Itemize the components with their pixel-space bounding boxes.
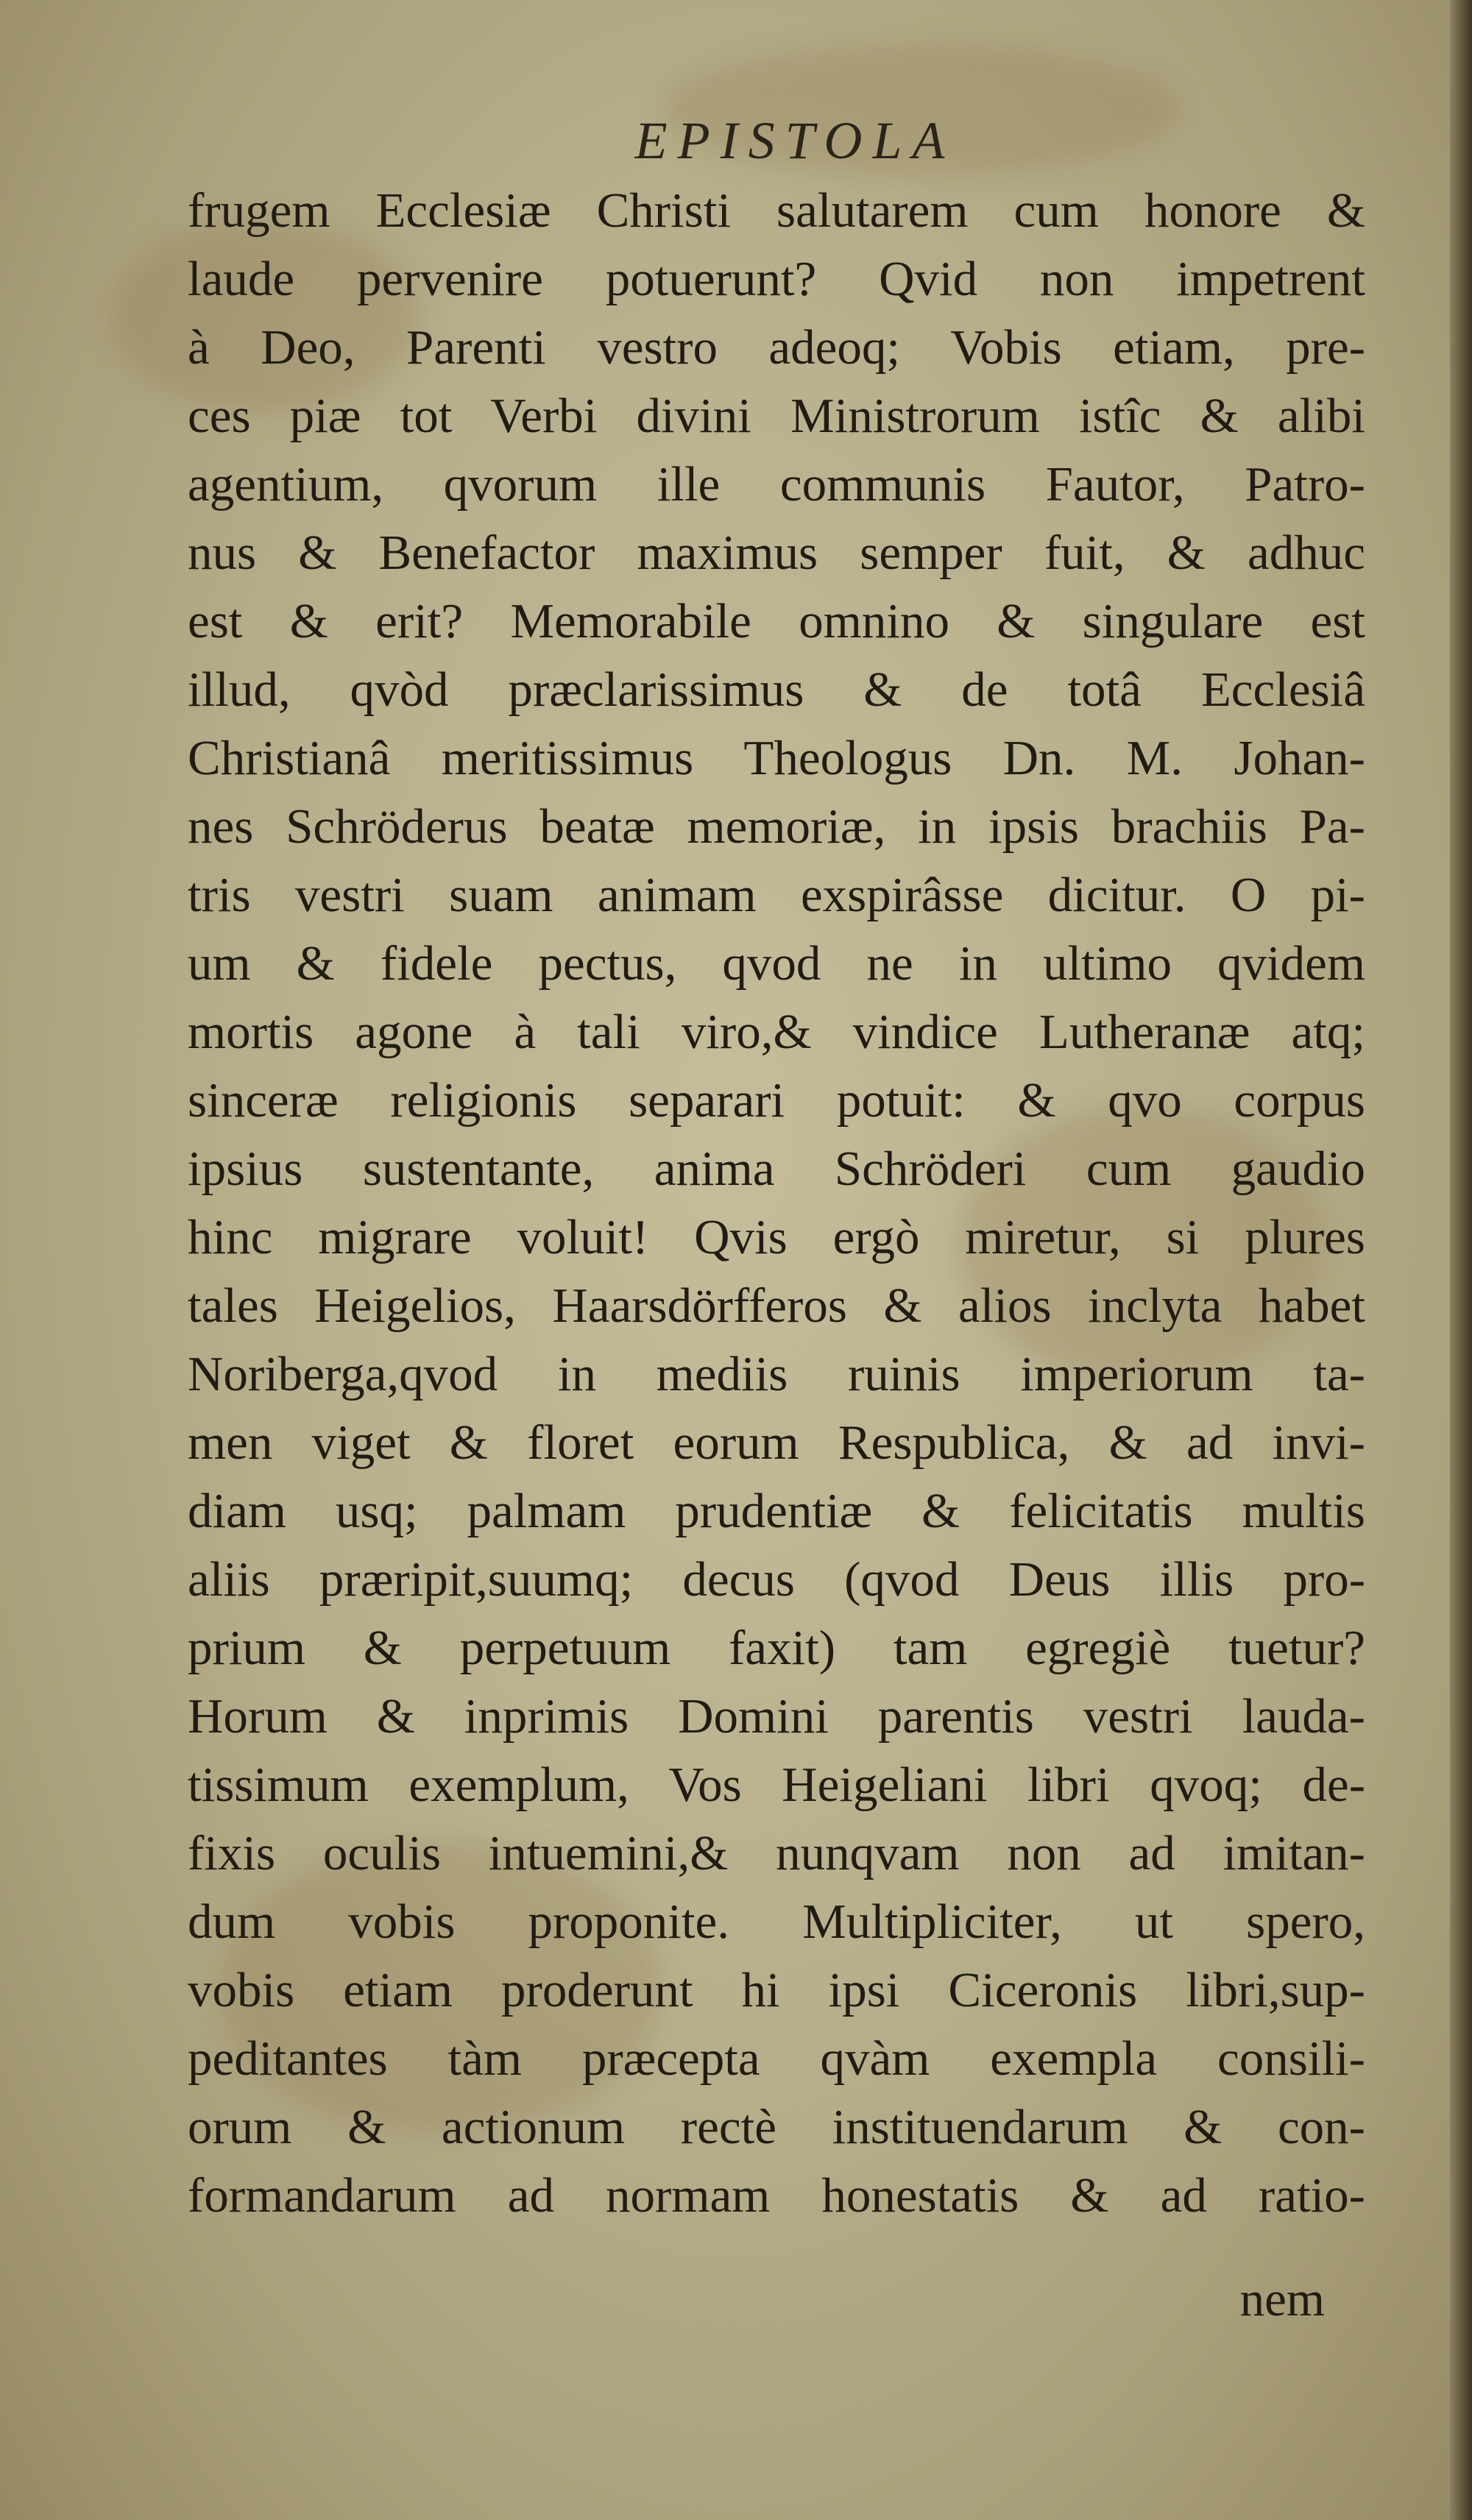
text-line: ces piæ tot Verbi divini Ministrorum istîc & alibi — [188, 389, 1365, 443]
text-line: hinc migrare voluit! Qvis ergò miretur, si plures — [188, 1210, 1365, 1264]
text-line: sinceræ religionis separari potuit: & qvo corpus — [188, 1073, 1365, 1128]
text-line: vobis etiam proderunt hi ipsi Ciceronis libri,sup- — [188, 1963, 1365, 2017]
text-line: diam usq; palmam prudentiæ & felicitatis multis — [188, 1484, 1365, 1538]
text-line: illud, qvòd præclarissimus & de totâ Ecclesiâ — [188, 662, 1365, 717]
text-line: fixis oculis intuemini,& nunqvam non ad imitan- — [188, 1826, 1365, 1880]
text-line: tris vestri suam animam exspirâsse dicitur. O pi- — [188, 868, 1365, 922]
text-line: orum & actionum rectè instituendarum & con- — [188, 2100, 1365, 2154]
text-line: aliis præripit,suumq; decus (qvod Deus illis pro- — [188, 1552, 1365, 1607]
text-line: men viget & floret eorum Respublica, & ad invi- — [188, 1415, 1365, 1470]
text-line: mortis agone à tali viro,& vindice Lutheranæ atq; — [188, 1005, 1365, 1059]
text-line: Christianâ meritissimus Theologus Dn. M. Johan- — [188, 731, 1365, 785]
text-line: tales Heigelios, Haarsdörfferos & alios inclyta habet — [188, 1278, 1365, 1333]
text-line: est & erit? Memorabile omnino & singulare est — [188, 594, 1365, 648]
text-line: agentium, qvorum ille communis Fautor, Patro- — [188, 457, 1365, 512]
text-line: tissimum exemplum, Vos Heigeliani libri qvoq; de- — [188, 1758, 1365, 1812]
text-line: nus & Benefactor maximus semper fuit, & adhuc — [188, 525, 1365, 580]
text-line: ipsius sustentante, anima Schröderi cum gaudio — [188, 1142, 1365, 1196]
text-line: prium & perpetuum faxit) tam egregiè tuetur? — [188, 1621, 1365, 1675]
text-line: Noriberga,qvod in mediis ruinis imperiorum ta- — [188, 1347, 1365, 1401]
text-line: à Deo, Parenti vestro adeoq; Vobis etiam, pre- — [188, 320, 1365, 375]
text-line: um & fidele pectus, qvod ne in ultimo qvidem — [188, 936, 1365, 991]
catchword: nem — [1239, 2272, 1325, 2326]
text-line: laude pervenire potuerunt? Qvid non impetrent — [188, 252, 1365, 306]
text-line: Horum & inprimis Domini parentis vestri lauda- — [188, 1689, 1365, 1744]
running-header: EPISTOLA — [634, 111, 955, 170]
body-text — [188, 177, 1365, 2230]
page-edge — [1450, 0, 1472, 2520]
text-line: formandarum ad normam honestatis & ad ratio- — [188, 2168, 1365, 2223]
text-line: frugem Ecclesiæ Christi salutarem cum honore & — [188, 183, 1365, 238]
text-line: peditantes tàm præcepta qvàm exempla consili- — [188, 2031, 1365, 2086]
text-line: dum vobis proponite. Multipliciter, ut spero, — [188, 1894, 1365, 1949]
text-line: nes Schröderus beatæ memoriæ, in ipsis brachiis Pa- — [188, 799, 1365, 854]
